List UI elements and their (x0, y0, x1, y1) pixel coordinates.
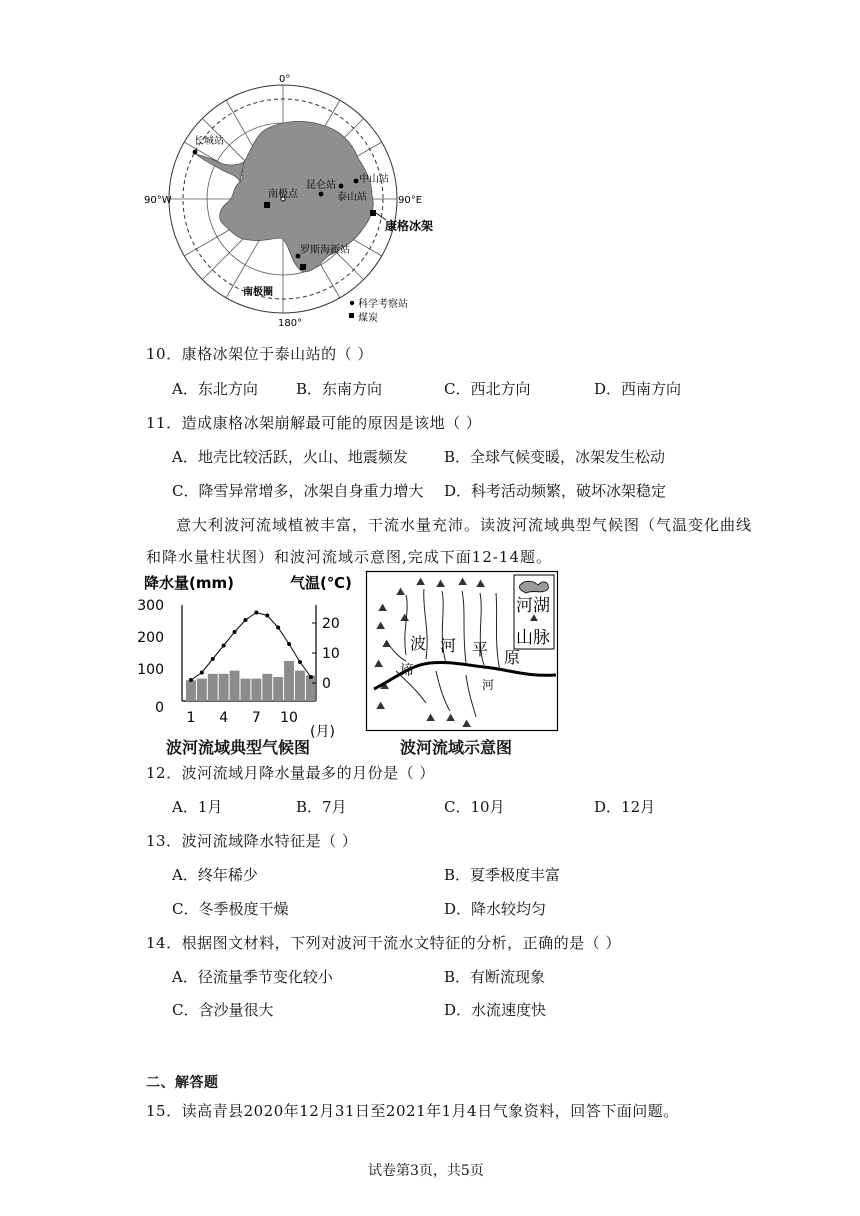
left-tick-label: 200 (137, 630, 164, 646)
svg-text:⛰: ⛰ (476, 577, 486, 590)
coal-square-conger (370, 210, 376, 216)
left-tick-0-label: 0 (155, 700, 164, 716)
q12-stem: 12．波河流域月降水量最多的月份是（ ） (146, 764, 435, 782)
q14-option-d[interactable]: D．水流速度快 (444, 1001, 547, 1019)
precip-bar (295, 671, 305, 701)
q15-stem: 15．读高青县2020年12月31日至2021年1月4日气象资料，回答下面问题。 (146, 1102, 679, 1120)
precip-bar (284, 661, 294, 701)
temperature-point (200, 671, 204, 675)
svg-text:⛰: ⛰ (416, 575, 426, 588)
zhongshan-label: 中山站 (359, 174, 389, 185)
climate-chart-caption: 波河流域典型气候图 (166, 738, 311, 757)
great-wall-station-dot (193, 150, 198, 155)
svg-text:⛰: ⛰ (382, 637, 392, 650)
intro-line-1: 意大利波河流域植被丰富，干流水量充沛。读波河流域典型气候图（气温变化曲线 (176, 516, 753, 534)
coal-square-ross (300, 264, 306, 270)
label-yuan: 原 (504, 648, 521, 667)
zhongshan-station-dot (354, 179, 359, 184)
q12-option-b[interactable]: B．7月 (296, 798, 347, 816)
svg-text:⛰: ⛰ (400, 611, 410, 624)
precip-bar (251, 679, 261, 701)
taishan-station-dot (339, 184, 344, 189)
x-tick-label: 7 (251, 710, 261, 726)
svg-text:⛰: ⛰ (380, 679, 390, 692)
svg-text:⛰: ⛰ (426, 711, 436, 724)
precip-bar (273, 677, 283, 701)
legend-station-dot (350, 301, 354, 305)
climate-chart (137, 570, 360, 755)
chart-ylabel-right: 气温(℃) (290, 574, 352, 592)
label-bo: 波 (410, 634, 427, 653)
precip-bar (241, 679, 251, 701)
taishan-label: 泰山站 (337, 192, 367, 203)
precip-bar (197, 679, 207, 701)
svg-text:⛰: ⛰ (458, 575, 468, 588)
precip-bar (230, 671, 240, 701)
kunlun-label: 昆仑站 (306, 180, 336, 191)
q12-option-c[interactable]: C．10月 (444, 798, 505, 816)
svg-text:⛰: ⛰ (378, 601, 388, 614)
q13-option-d[interactable]: D．降水较均匀 (444, 900, 547, 918)
great-wall-label: 长城站 (194, 136, 224, 147)
label-ping: 平 (472, 640, 489, 659)
page-footer: 试卷第3页，共5页 (368, 1163, 484, 1179)
label-he: 河 (440, 636, 457, 655)
south-pole-label: 南极点 (268, 189, 298, 200)
q10-option-d[interactable]: D．西南方向 (594, 380, 682, 398)
temperature-point (243, 618, 247, 622)
temperature-point (298, 660, 302, 664)
svg-text:⛰: ⛰ (396, 585, 406, 598)
label-he-2: 河 (482, 678, 495, 692)
svg-text:⛰: ⛰ (376, 699, 386, 712)
q13-option-a[interactable]: A．终年稀少 (172, 866, 258, 884)
intro-line-2: 和降水量柱状图）和波河流域示意图,完成下面12-14题。 (146, 548, 553, 566)
q14-option-a[interactable]: A．径流量季节变化较小 (172, 968, 333, 986)
antarctic-circle-label: 南极圈 (243, 287, 273, 298)
temperature-point (254, 611, 258, 615)
precip-bar (219, 674, 229, 701)
q14-stem: 14．根据图文材料，下列对波河干流水文特征的分析，正确的是（ ） (146, 934, 621, 952)
legend-mountain-icon: ⛰ (529, 613, 539, 624)
coal-square-pole (264, 202, 270, 208)
q14-option-c[interactable]: C．含沙量很大 (172, 1001, 274, 1019)
x-tick-label: 4 (219, 710, 229, 726)
q13-stem: 13．波河流域降水特征是（ ） (146, 832, 358, 850)
antarctica-map (140, 70, 440, 330)
lon-180-label: 180° (278, 318, 303, 329)
right-tick-label: 10 (322, 646, 340, 662)
legend-river-lake-icon (519, 581, 548, 593)
legend-coal-label: 煤炭 (358, 313, 378, 324)
x-unit-label: (月) (310, 724, 335, 740)
section-2-title: 二、解答题 (146, 1075, 219, 1091)
label-di: 谛 (400, 663, 414, 679)
q12-option-a[interactable]: A．1月 (172, 798, 223, 816)
q11-option-d[interactable]: D．科考活动频繁，破坏冰架稳定 (444, 482, 667, 500)
x-tick-label: 1 (186, 710, 196, 726)
q10-option-c[interactable]: C．西北方向 (444, 380, 531, 398)
q13-option-b[interactable]: B．夏季极度丰富 (444, 866, 561, 884)
q11-option-b[interactable]: B．全球气候变暖，冰架发生松动 (444, 448, 666, 466)
conger-label: 康格冰架 (385, 219, 434, 233)
temperature-point (309, 675, 313, 679)
lon-90w-label: 90°W (144, 195, 172, 206)
lon-0-label: 0° (279, 74, 291, 85)
precip-bar (186, 680, 196, 701)
temperature-point (189, 678, 193, 682)
left-tick-label: 300 (137, 598, 164, 614)
right-tick-label: 0 (322, 676, 331, 692)
legend-mountain-label: 山脉 (516, 628, 550, 648)
q12-option-d[interactable]: D．12月 (594, 798, 656, 816)
river-map-caption: 波河流域示意图 (400, 738, 513, 757)
temperature-point (233, 630, 237, 634)
q11-stem: 11．造成康格冰架崩解最可能的原因是该地（ ） (146, 414, 482, 432)
q11-option-a[interactable]: A．地壳比较活跃，火山、地震频发 (172, 448, 408, 466)
svg-text:⛰: ⛰ (436, 577, 446, 590)
temperature-point (211, 657, 215, 661)
svg-text:⛰: ⛰ (462, 717, 472, 730)
chart-ylabel-left: 降水量(mm) (144, 574, 234, 592)
legend-station-label: 科学考察站 (358, 299, 408, 310)
q10-option-a[interactable]: A．东北方向 (172, 380, 258, 398)
svg-text:⛰: ⛰ (376, 619, 386, 632)
q10-option-b[interactable]: B．东南方向 (296, 380, 383, 398)
lon-90e-label: 90°E (398, 195, 423, 206)
temperature-point (287, 642, 291, 646)
kunlun-station-dot (319, 192, 324, 197)
temperature-point (276, 626, 280, 630)
q13-option-c[interactable]: C．冬季极度干燥 (172, 900, 289, 918)
temperature-point (265, 614, 269, 618)
precip-bar (262, 674, 272, 701)
q14-option-b[interactable]: B．有断流现象 (444, 968, 546, 986)
svg-text:⛰: ⛰ (374, 657, 384, 670)
bo-river-map (366, 571, 558, 731)
q11-option-c[interactable]: C．降雪异常增多，冰架自身重力增大 (172, 482, 424, 500)
q10-stem: 10．康格冰架位于泰山站的（ ） (146, 345, 373, 363)
legend-river-lake-label: 河湖 (516, 596, 550, 616)
legend-coal-square (349, 313, 354, 318)
x-tick-label: 10 (280, 710, 298, 726)
ross-sea-label: 罗斯海新站 (300, 245, 350, 256)
precip-bar (306, 675, 316, 701)
svg-text:⛰: ⛰ (446, 711, 456, 724)
left-tick-label: 100 (137, 662, 164, 678)
precip-bar (208, 674, 218, 701)
right-tick-label: 20 (322, 616, 340, 632)
temperature-point (222, 644, 226, 648)
